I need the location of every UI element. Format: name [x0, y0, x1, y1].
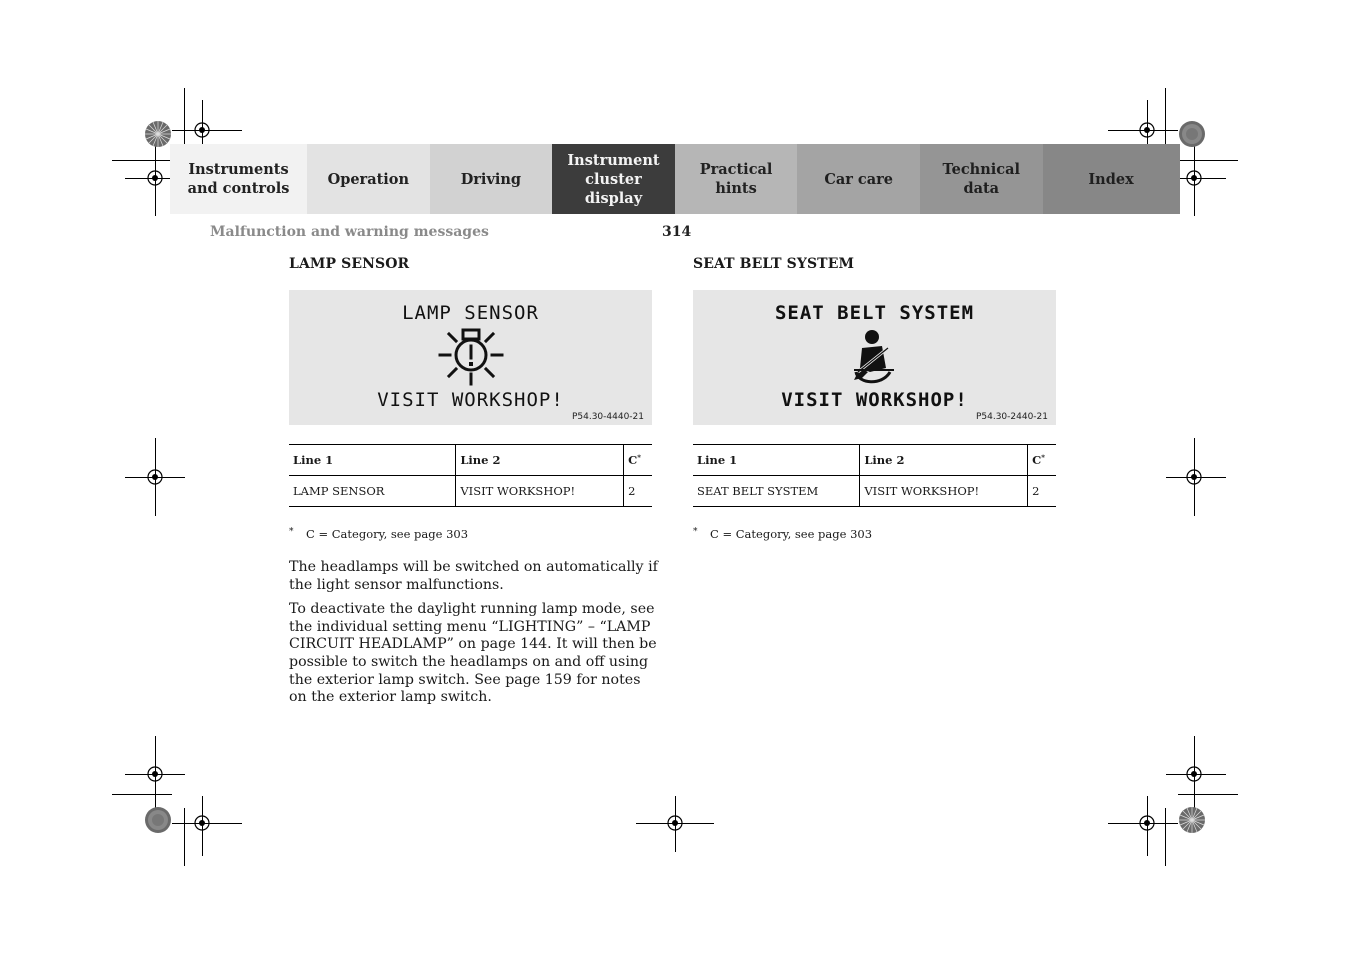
footnote-marker: *: [289, 527, 294, 537]
column-header: Line 1: [693, 445, 860, 476]
footnote-text: C = Category, see page 303: [306, 527, 469, 541]
registration-target-icon: [1134, 810, 1160, 836]
tab-label: data: [963, 180, 1000, 197]
body-text: [289, 559, 659, 707]
tab-instruments-and-controls[interactable]: [170, 144, 307, 214]
display-line-1: SEAT BELT SYSTEM: [774, 302, 975, 324]
table-cell: 2: [1028, 476, 1056, 507]
print-rosette-icon: [144, 120, 172, 148]
table-cell: VISIT WORKSHOP!: [456, 476, 624, 507]
registration-target-icon: [142, 165, 168, 191]
tab-label: Operation: [327, 170, 410, 188]
registration-target-icon: [1134, 117, 1160, 143]
column-header: Line 1: [289, 445, 456, 476]
table-row: [693, 476, 1056, 507]
table-header-row: [693, 445, 1056, 476]
display-line-1: LAMP SENSOR: [402, 302, 539, 324]
column-header: Line 2: [456, 445, 624, 476]
section-heading: SEAT BELT SYSTEM: [693, 256, 855, 272]
footnote: [693, 527, 1057, 541]
tab-label: Technical: [942, 161, 1021, 178]
print-rosette-icon: [1178, 120, 1206, 148]
registration-target-icon: [662, 810, 688, 836]
registration-target-icon: [1181, 464, 1207, 490]
tab-technical-data[interactable]: [920, 144, 1043, 214]
lamp-warning-icon: [436, 326, 506, 386]
print-rosette-icon: [1178, 806, 1206, 834]
column-header: C*: [624, 445, 652, 476]
table-cell: SEAT BELT SYSTEM: [693, 476, 860, 507]
tab-label: Practical hints: [699, 161, 773, 197]
page-number: 314: [662, 224, 692, 240]
tab-practical-hints[interactable]: [675, 144, 798, 214]
message-table: [693, 444, 1056, 507]
column-header: C*: [1028, 445, 1056, 476]
table-cell: VISIT WORKSHOP!: [860, 476, 1028, 507]
display-line-2: VISIT WORKSHOP!: [781, 389, 968, 411]
column-header: Line 2: [860, 445, 1028, 476]
registration-target-icon: [142, 464, 168, 490]
seatbelt-warning-icon: [840, 328, 910, 388]
lamp-sensor-section: [289, 256, 658, 714]
tab-label: and controls: [187, 180, 290, 197]
footnote-text: C = Category, see page 303: [710, 527, 873, 541]
registration-target-icon: [1181, 165, 1207, 191]
registration-target-icon: [189, 810, 215, 836]
tab-label: cluster display: [584, 170, 643, 207]
section-heading: LAMP SENSOR: [289, 256, 410, 272]
print-rosette-icon: [144, 806, 172, 834]
tab-label: Index: [1088, 170, 1134, 188]
tab-operation[interactable]: [307, 144, 430, 214]
table-cell: 2: [624, 476, 652, 507]
tab-car-care[interactable]: [797, 144, 920, 214]
section-title: Malfunction and warning messages: [210, 224, 489, 240]
chapter-tabs: [170, 144, 1180, 214]
tab-label: Driving: [460, 170, 522, 188]
tab-label: Instruments: [188, 161, 289, 178]
message-table: [289, 444, 652, 507]
table-cell: LAMP SENSOR: [289, 476, 456, 507]
registration-target-icon: [142, 761, 168, 787]
registration-target-icon: [1181, 761, 1207, 787]
tab-driving[interactable]: [430, 144, 553, 214]
paragraph: To deactivate the daylight running lamp mode, see the individual setting menu “LIGHTING” – “LAMP CIRCUIT HEADLAMP” on page 144. It will then be possible to switch the headlamps on and off using the exterior lamp switch. See page 159 for notes on the exterior lamp switch.: [289, 601, 657, 706]
seat-belt-system-section: [693, 256, 1057, 541]
figure-code: P54.30-4440-21: [571, 412, 644, 422]
table-row: [289, 476, 652, 507]
tab-instrument-cluster-display[interactable]: [552, 144, 675, 214]
tab-index[interactable]: [1043, 144, 1180, 214]
registration-target-icon: [189, 117, 215, 143]
tab-label: Instrument: [567, 151, 660, 169]
footnote: [289, 527, 653, 541]
cluster-display-figure: [693, 290, 1056, 425]
cluster-display-figure: [289, 290, 652, 425]
display-line-2: VISIT WORKSHOP!: [377, 389, 564, 411]
figure-code: P54.30-2440-21: [975, 412, 1048, 422]
table-header-row: [289, 445, 652, 476]
footnote-marker: *: [693, 527, 698, 537]
tab-label: Car care: [824, 170, 894, 188]
paragraph: The headlamps will be switched on automatically if the light sensor malfunctions.: [289, 559, 658, 593]
